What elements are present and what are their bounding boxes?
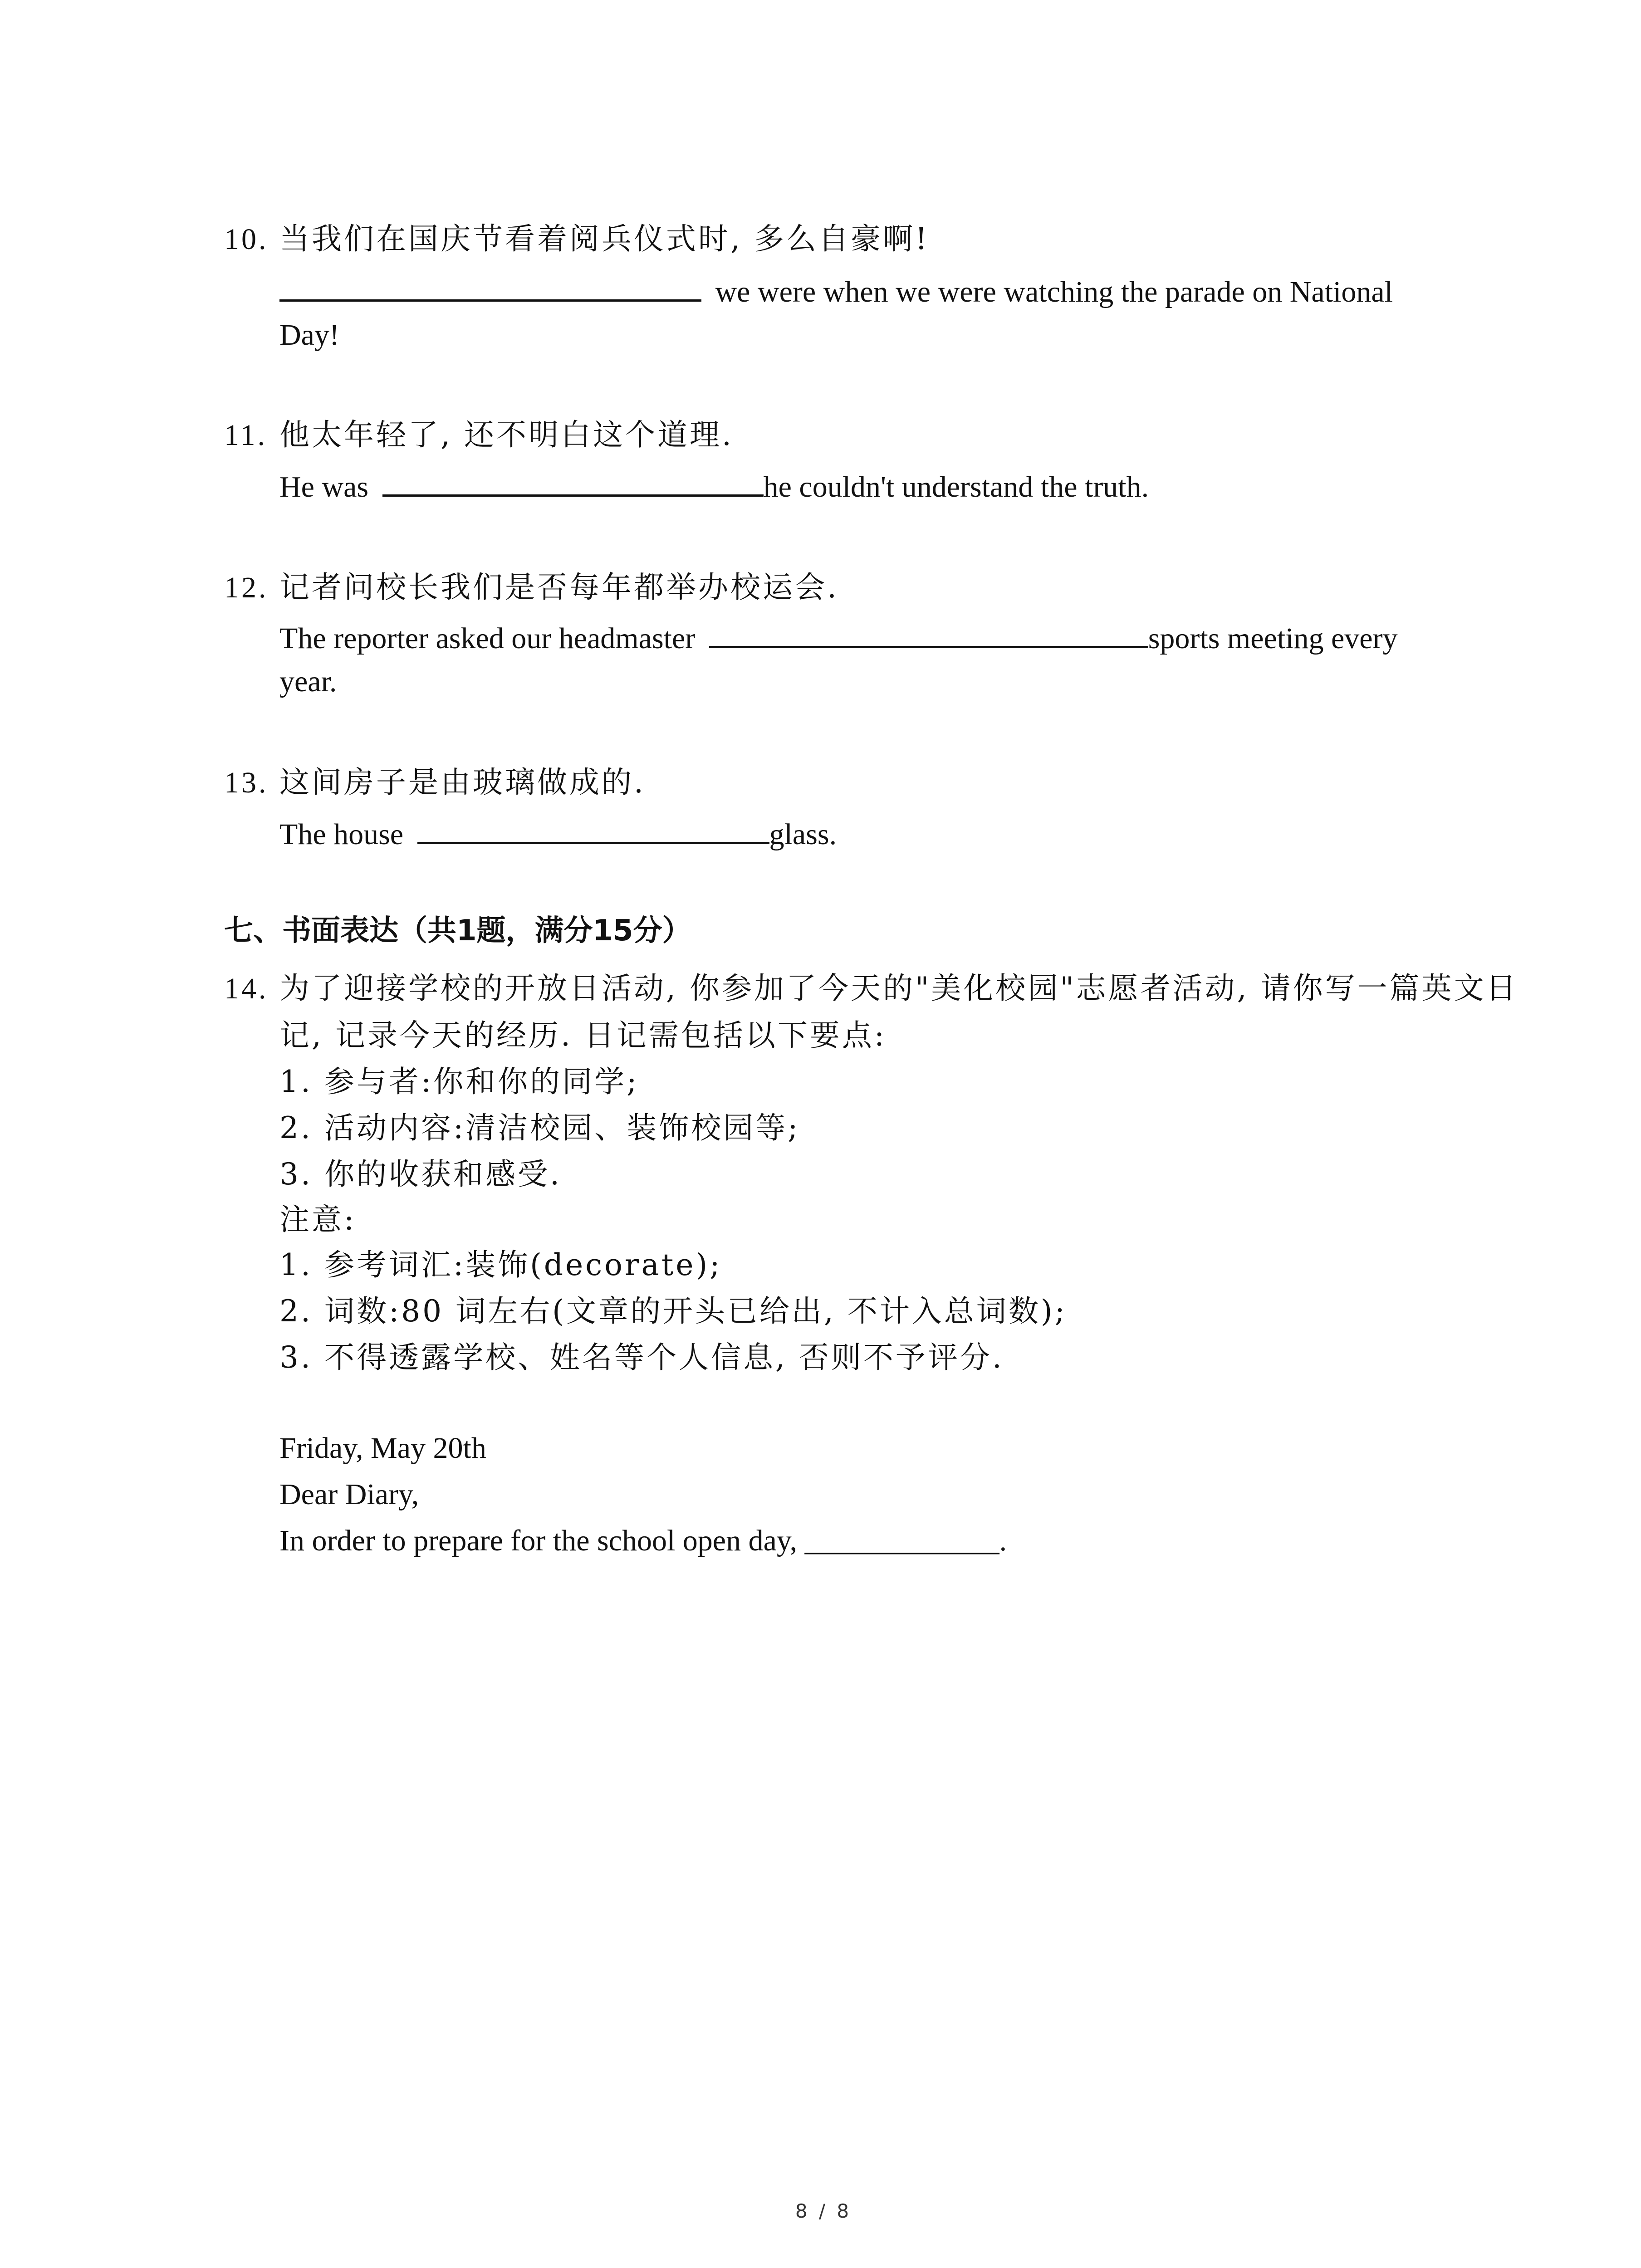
question-11-prompt [224,417,734,452]
writing-point-2: 2. 活动内容:清洁校园、装饰校园等; [279,1110,800,1145]
question-10-answer-line [279,274,1393,307]
question-number: 11. [224,419,268,452]
question-number: 10. [224,223,269,256]
answer-before-blank: The reporter asked our headmaster [279,622,696,655]
writing-prompt-line-2: 记, 记录今天的经历. 日记需包括以下要点: [279,1018,887,1053]
question-number: 13. [224,766,269,799]
question-13-prompt [224,767,646,798]
question-10-prompt [224,221,930,256]
writing-point-1: 1. 参与者:你和你的同学; [279,1064,639,1099]
answer-after-blank: sports meeting every [1148,622,1398,655]
writing-prompt-text: 为了迎接学校的开放日活动, 你参加了今天的"美化校园"志愿者活动, 请你写一篇英文日 [279,971,1519,1006]
question-11-answer-line [279,469,1149,502]
writing-note-3: 3. 不得透露学校、姓名等个人信息, 否则不予评分. [279,1340,1004,1375]
answer-blank[interactable] [382,469,764,497]
question-12-answer-line [279,621,1398,654]
diary-greeting: Dear Diary, [279,1478,419,1511]
question-10-continuation: Day! [279,318,339,352]
writing-note-2: 2. 词数:80 词左右(文章的开头已给出, 不计入总词数); [279,1294,1067,1329]
question-chinese: 记者问校长我们是否每年都举办校运会. [279,570,839,605]
question-chinese: 当我们在国庆节看着阅兵仪式时, 多么自豪啊! [279,221,930,256]
writing-point-3: 3. 你的收获和感受. [279,1157,562,1192]
answer-after-blank: he couldn't understand the truth. [763,470,1149,503]
question-13-answer-line [279,816,837,850]
diary-opening-sentence[interactable]: In order to prepare for the school open day, _____________. [279,1524,1007,1557]
answer-blank[interactable] [279,274,701,302]
question-12-prompt [224,572,839,603]
writing-prompt-line-1 [224,973,1519,1004]
answer-before-blank: He was [279,470,369,503]
diary-date: Friday, May 20th [279,1432,486,1465]
question-12-continuation: year. [279,665,337,698]
answer-after-blank: we were when we were watching the parade on National [715,275,1393,308]
answer-after-blank: glass. [769,818,837,851]
page-number: 8 / 8 [795,2200,852,2222]
answer-blank[interactable] [417,816,769,844]
section-heading: 七、书面表达（共1题，满分15分） [224,914,691,948]
writing-note-1: 1. 参考词汇:装饰(decorate); [279,1247,722,1282]
question-number: 12. [224,571,269,604]
question-chinese: 这间房子是由玻璃做成的. [279,765,646,800]
answer-blank[interactable] [709,621,1148,648]
question-chinese: 他太年轻了, 还不明白这个道理. [279,417,734,452]
answer-before-blank: The house [279,818,404,851]
question-number: 14. [224,972,269,1005]
writing-note-title: 注意: [279,1202,357,1237]
